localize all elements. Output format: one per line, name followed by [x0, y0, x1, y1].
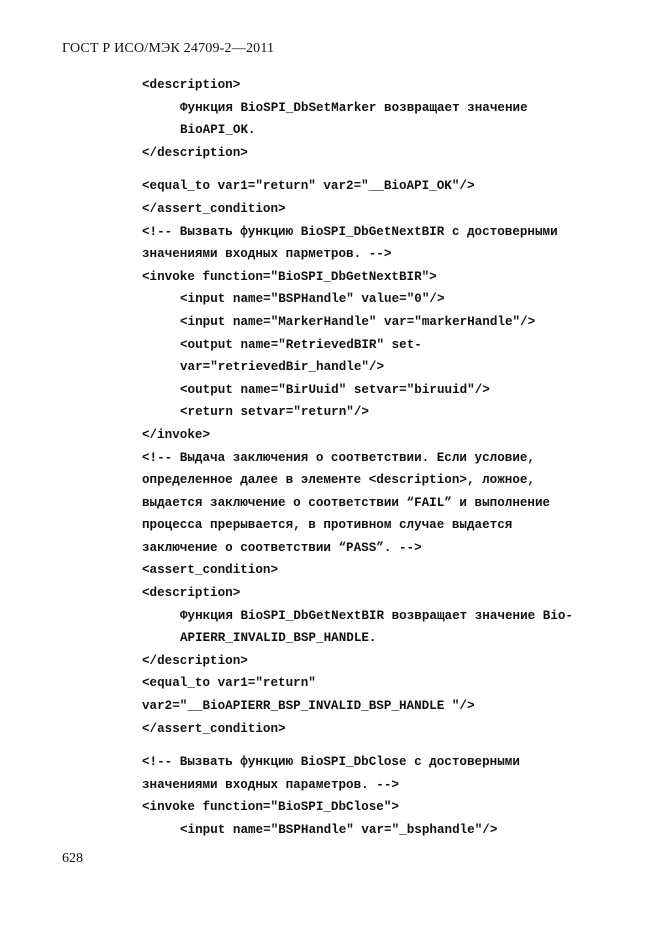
code-comment-line: <!-- Вызвать функцию BioSPI_DbClose с достоверными	[142, 755, 520, 770]
page-number: 628	[62, 851, 83, 866]
code-comment-line: определенное далее в элементе <description>, ложное,	[142, 473, 535, 488]
code-line: var="retrievedBir_handle"/>	[180, 360, 385, 375]
code-line: var2="__BioAPIERR_BSP_INVALID_BSP_HANDLE "/>	[142, 699, 475, 714]
spacer	[142, 740, 612, 751]
code-line: BioAPI_OK.	[180, 123, 256, 138]
code-line: </invoke>	[142, 427, 211, 442]
code-listing	[142, 74, 612, 842]
code-line: <return setvar="return"/>	[180, 405, 369, 420]
code-line: <equal_to var1="return" var2="__BioAPI_OK"/>	[142, 179, 475, 194]
code-line: <input name="BSPHandle" value="0"/>	[180, 292, 445, 307]
code-line: <description>	[142, 586, 241, 601]
code-comment-line: процесса прерывается, в противном случае выдается	[142, 518, 513, 533]
code-comment-line: значениями входных параметров. -->	[142, 777, 399, 792]
code-comment-line: <!-- Вызвать функцию BioSPI_DbGetNextBIR с достоверными	[142, 224, 558, 239]
code-line: </assert_condition>	[142, 721, 286, 736]
code-line: Функция BioSPI_DbGetNextBIR возвращает значение Bio-	[180, 608, 573, 623]
code-comment-line: значениями входных парметров. -->	[142, 247, 392, 262]
document-header: ГОСТ Р ИСО/МЭК 24709-2—2011	[62, 41, 275, 56]
code-line: <input name="MarkerHandle" var="markerHandle"/>	[180, 314, 536, 329]
code-comment-line: выдается заключение о соответствии “FAIL” и выполнение	[142, 495, 551, 510]
code-line: <input name="BSPHandle" var="_bsphandle"/>	[180, 823, 498, 837]
code-line: </description>	[142, 145, 248, 160]
spacer	[142, 164, 612, 175]
code-line: Функция BioSPI_DbSetMarker возвращает значение	[180, 100, 528, 115]
code-line: </assert_condition>	[142, 201, 286, 216]
code-line: <output name="RetrievedBIR" set-	[180, 337, 422, 352]
code-line: <description>	[142, 78, 241, 92]
code-comment-line: <!-- Выдача заключения о соответствии. Если условие,	[142, 450, 535, 465]
code-line: <invoke function="BioSPI_DbGetNextBIR">	[142, 269, 437, 284]
code-line: <assert_condition>	[142, 563, 279, 578]
code-line: <equal_to var1="return"	[142, 676, 316, 691]
code-line: <invoke function="BioSPI_DbClose">	[142, 800, 399, 815]
code-line: </description>	[142, 653, 248, 668]
code-line: APIERR_INVALID_BSP_HANDLE.	[180, 631, 377, 646]
code-line: <output name="BirUuid" setvar="biruuid"/>	[180, 382, 490, 397]
code-comment-line: заключение о соответствии “PASS”. -->	[142, 540, 422, 555]
